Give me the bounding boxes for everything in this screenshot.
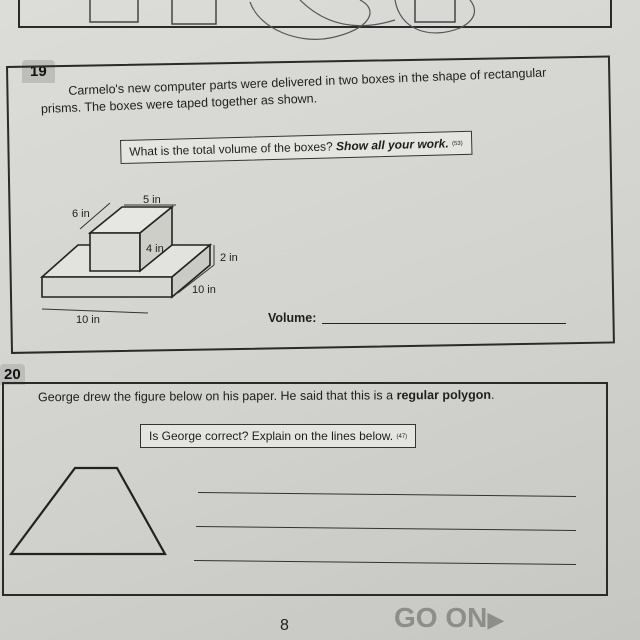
question-20-prompt — [140, 424, 416, 448]
volume-answer-line[interactable] — [322, 323, 566, 324]
previous-question-figures — [0, 0, 640, 60]
go-on-text: GO ON — [394, 602, 488, 633]
question-20-line-post: . — [490, 387, 495, 402]
trapezoid-figure — [5, 462, 175, 562]
go-on — [394, 602, 504, 634]
question-number-19: 19 — [22, 60, 55, 83]
question-19-line-1: Carmelo's new computer parts were delivered in two boxes in the shape of rectangular — [68, 65, 547, 98]
label-bottom-depth: 10 in — [192, 284, 216, 296]
volume-label: Volume: — [268, 311, 317, 325]
question-number-20: 20 — [0, 364, 25, 385]
prompt-emphasis: Show all your work. — [335, 136, 449, 154]
question-20-line-pre: George drew the figure below on his paper. He said that this is a — [37, 388, 394, 405]
question-20-line-emph: regular polygon — [396, 387, 492, 403]
label-bottom-height: 2 in — [220, 252, 238, 264]
label-bottom-width: 10 in — [76, 314, 100, 326]
page-number: 8 — [280, 617, 289, 634]
prompt-text: Is George correct? Explain on the lines below. — [149, 429, 394, 443]
question-19-line-2: prisms. The boxes were taped together as shown. — [40, 91, 318, 116]
prompt-tag: (53) — [451, 140, 463, 148]
prompt-text: What is the total volume of the boxes? — [129, 139, 333, 159]
prompt-tag: (47) — [396, 433, 408, 440]
question-20-text — [38, 387, 495, 405]
label-top-height: 4 in — [146, 243, 164, 255]
go-on-arrow-icon: ▶ — [487, 607, 505, 632]
label-top-width: 5 in — [143, 194, 161, 206]
label-top-depth: 6 in — [72, 208, 90, 220]
